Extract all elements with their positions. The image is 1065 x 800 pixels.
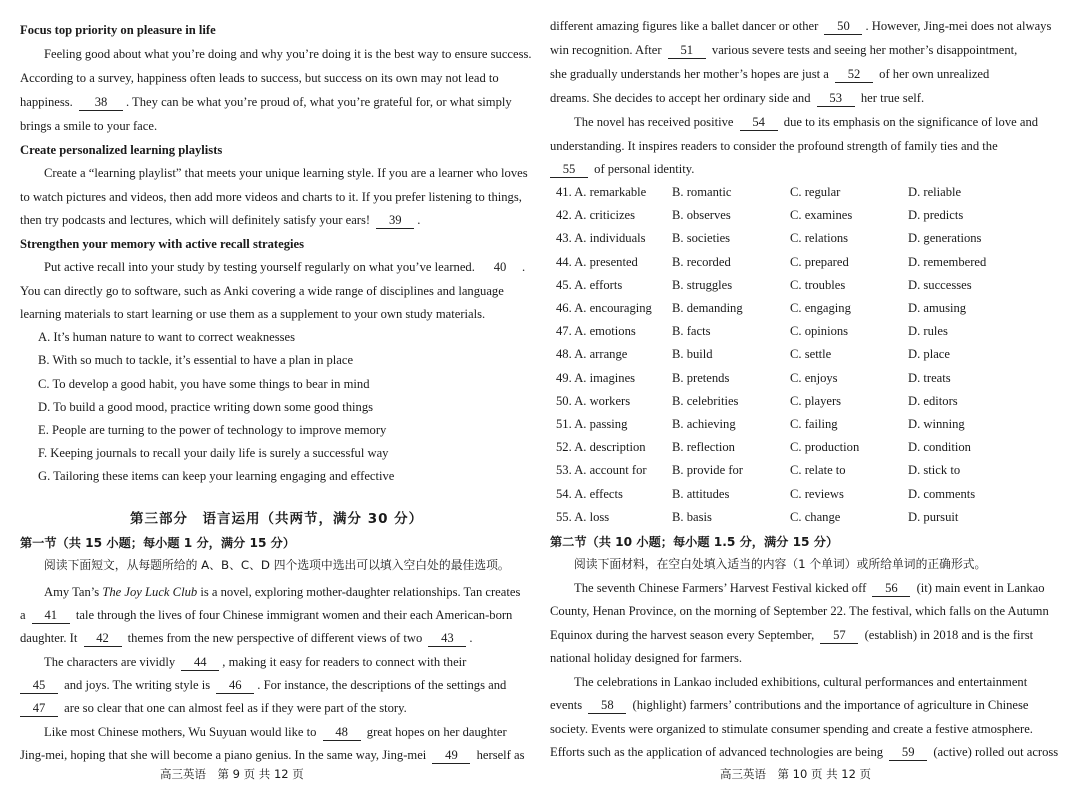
text: is a novel, exploring mother-daughter relationships. Tan creates	[200, 585, 521, 599]
choice-option-b[interactable]: B. achieving	[672, 417, 736, 431]
blank-53[interactable]: 53	[817, 90, 855, 107]
blank-44[interactable]: 44	[181, 654, 219, 671]
blank-43[interactable]: 43	[428, 630, 466, 647]
choice-option-d[interactable]: D. remembered	[908, 254, 987, 269]
choice-option-c[interactable]: C. production	[790, 440, 860, 455]
text: her true self.	[860, 91, 925, 105]
paragraph-line: brings a smile to your face.	[20, 119, 158, 133]
choice-option-a[interactable]: 41. A. remarkable	[556, 185, 647, 199]
paragraph-line	[550, 18, 1051, 35]
choice-option-b[interactable]: B. recorded	[672, 254, 731, 269]
text: and joys. The writing style is	[64, 678, 211, 692]
option-b: B. With so much to tackle, it’s essential to have a plan in place	[38, 353, 354, 367]
text: win recognition. After	[550, 43, 662, 57]
choice-option-c[interactable]: C. change	[790, 509, 841, 524]
text: a	[20, 608, 26, 622]
text: great hopes on her daughter	[366, 725, 507, 739]
text: she gradually understands her mother’s hopes are just a	[550, 67, 829, 81]
choice-row	[550, 439, 1045, 455]
choice-row	[550, 277, 1045, 293]
blank-47[interactable]: 47	[20, 700, 58, 717]
choice-option-c[interactable]: C. prepared	[790, 254, 849, 269]
text: happiness.	[20, 95, 73, 109]
choice-option-c[interactable]: C. relations	[790, 231, 849, 246]
blank-48[interactable]: 48	[323, 724, 361, 741]
text: themes from the new perspective of different views of two	[127, 631, 423, 645]
paragraph-line: to watch pictures and videos, then add more videos and charts to it. If you prefer listening to things,	[20, 190, 522, 204]
heading-recall: Strengthen your memory with active recall strategies	[20, 237, 304, 251]
choice-row	[550, 207, 1045, 223]
text: of personal identity.	[594, 162, 695, 176]
page-footer-right: 高三英语 第 10 页 共 12 页	[720, 767, 872, 781]
text: Like most Chinese mothers, Wu Suyuan would like to	[44, 725, 317, 739]
paragraph-line	[550, 627, 1033, 644]
choice-option-d[interactable]: D. treats	[908, 370, 951, 385]
choice-row	[550, 184, 1045, 200]
choice-row	[550, 323, 1045, 339]
choice-option-a[interactable]: 43. A. individuals	[556, 231, 646, 246]
option-e: E. People are turning to the power of technology to improve memory	[38, 423, 387, 437]
text: Equinox during the harvest season every September,	[550, 628, 815, 642]
text: herself as	[476, 748, 525, 762]
text: The novel has received positive	[574, 115, 734, 129]
choice-option-b[interactable]: B. struggles	[672, 277, 733, 292]
choice-option-d[interactable]: D. winning	[908, 417, 965, 431]
blank-46[interactable]: 46	[216, 677, 254, 694]
choice-row	[550, 254, 1045, 270]
choice-option-c[interactable]: C. enjoys	[790, 370, 838, 385]
option-f: F. Keeping journals to recall your daily life is surely a successful way	[38, 446, 389, 460]
blank-54[interactable]: 54	[740, 114, 778, 131]
text: (highlight) farmers’ contributions and the importance of agriculture in Chinese	[632, 698, 1029, 712]
blank-57[interactable]: 57	[820, 627, 858, 644]
paragraph-line	[20, 584, 520, 600]
blank-59[interactable]: 59	[889, 744, 927, 761]
choice-option-a[interactable]: 42. A. criticizes	[556, 208, 636, 223]
text: . However, Jing-mei does not always	[865, 19, 1052, 33]
text: of her own unrealized	[879, 67, 990, 81]
choice-option-a[interactable]: 54. A. effects	[556, 486, 623, 501]
choice-row	[550, 346, 1045, 362]
choice-option-b[interactable]: B. celebrities	[672, 393, 739, 408]
paragraph-line	[20, 654, 466, 671]
blank-55[interactable]: 55	[550, 161, 588, 178]
page-footer-left: 高三英语 第 9 页 共 12 页	[160, 767, 304, 781]
text: daughter. It	[20, 631, 78, 645]
blank-58[interactable]: 58	[588, 697, 626, 714]
blank-52[interactable]: 52	[835, 66, 873, 83]
paragraph-line	[20, 677, 506, 694]
choice-option-c[interactable]: C. troubles	[790, 277, 846, 292]
choice-option-a[interactable]: 49. A. imagines	[556, 370, 636, 385]
text: Amy Tan’s	[44, 585, 100, 599]
blank-41[interactable]: 41	[32, 607, 70, 624]
paragraph-line	[20, 94, 512, 111]
choice-option-b[interactable]: B. observes	[672, 208, 731, 223]
choice-option-a[interactable]: 50. A. workers	[556, 393, 631, 408]
text: are so clear that one can almost feel as if they were part of the story.	[64, 701, 407, 715]
paragraph-line	[20, 630, 473, 647]
choice-option-b[interactable]: B. build	[672, 347, 713, 362]
section1-instructions: 阅读下面短文，从每题所给的 A、B、C、D 四个选项中选出可以填入空白处的最佳选项。	[44, 558, 510, 572]
text: .	[469, 631, 473, 645]
paragraph-line	[550, 161, 694, 178]
paragraph-line: society. Events were organized to stimulate consumer spending and create a festive atmosphere.	[550, 722, 1033, 736]
choice-option-b[interactable]: B. reflection	[672, 440, 735, 455]
choice-option-a[interactable]: 45. A. efforts	[556, 277, 623, 292]
choice-option-c[interactable]: C. players	[790, 393, 842, 408]
choice-row	[550, 462, 1045, 478]
paragraph-line	[550, 580, 1045, 597]
choice-option-d[interactable]: D. condition	[908, 440, 971, 455]
choice-option-b[interactable]: B. societies	[672, 231, 731, 246]
part3-title: 第三部分 语言运用（共两节，满分 30 分）	[130, 511, 424, 527]
paragraph-line	[550, 66, 989, 83]
choice-option-a[interactable]: 53. A. account for	[556, 463, 647, 478]
blank-50[interactable]: 50	[824, 18, 862, 35]
option-d: D. To build a good mood, practice writing down some good things	[38, 400, 374, 414]
text: .	[522, 260, 526, 274]
blank-38[interactable]: 38	[79, 94, 123, 111]
answer-choices	[550, 184, 1045, 534]
paragraph-line	[20, 724, 507, 741]
paragraph-line: County, Henan Province, on the morning of September 22. The festival, which falls on the Autumn	[550, 604, 1049, 618]
choice-row	[550, 393, 1045, 409]
paragraph-line	[550, 697, 1029, 714]
paragraph-line	[20, 212, 420, 229]
paragraph-line	[20, 259, 525, 276]
paragraph-line	[20, 700, 407, 717]
text: . For instance, the descriptions of the settings and	[257, 678, 507, 692]
text: (it) main event in Lankao	[916, 581, 1045, 595]
text: The seventh Chinese Farmers’ Harvest Festival kicked off	[574, 581, 867, 595]
text: tale through the lives of four Chinese immigrant women and their each American-born	[75, 608, 513, 622]
text: dreams. She decides to accept her ordinary side and	[550, 91, 811, 105]
choice-option-c[interactable]: C. regular	[790, 185, 841, 199]
choice-option-d[interactable]: D. reliable	[908, 185, 962, 199]
text: Jing-mei, hoping that she will become a piano genius. In the same way, Jing-mei	[20, 748, 427, 762]
choice-row	[550, 300, 1045, 316]
heading-playlists: Create personalized learning playlists	[20, 143, 223, 157]
choice-option-d[interactable]: D. comments	[908, 486, 976, 501]
blank-42[interactable]: 42	[84, 630, 122, 647]
text: events	[550, 698, 583, 712]
blank-40[interactable]: 40	[493, 260, 507, 274]
choice-option-d[interactable]: D. editors	[908, 393, 958, 408]
text: Efforts such as the application of advanced technologies are being	[550, 745, 884, 759]
heading-pleasure: Focus top priority on pleasure in life	[20, 23, 216, 37]
choice-option-b[interactable]: B. pretends	[672, 370, 730, 385]
text: .	[417, 213, 421, 227]
choice-option-b[interactable]: B. romantic	[672, 185, 732, 199]
paragraph-line	[20, 747, 525, 764]
choice-option-a[interactable]: 55. A. loss	[556, 509, 610, 524]
choice-option-d[interactable]: D. rules	[908, 324, 948, 339]
choice-option-d[interactable]: D. predicts	[908, 208, 964, 223]
choice-row	[550, 416, 1045, 432]
paragraph-line	[20, 607, 512, 624]
text: (establish) in 2018 and is the first	[864, 628, 1034, 642]
option-a: A. It’s human nature to want to correct weaknesses	[38, 330, 296, 344]
choice-option-b[interactable]: B. provide for	[672, 463, 743, 478]
choice-option-a[interactable]: 47. A. emotions	[556, 324, 636, 339]
choice-option-d[interactable]: D. generations	[908, 231, 982, 246]
choice-option-b[interactable]: B. demanding	[672, 301, 743, 315]
choice-option-d[interactable]: D. successes	[908, 277, 972, 292]
choice-option-c[interactable]: C. failing	[790, 417, 838, 431]
choice-option-c[interactable]: C. relate to	[790, 463, 846, 478]
blank-56[interactable]: 56	[872, 580, 910, 597]
text: The characters are vividly	[44, 655, 176, 669]
choice-option-c[interactable]: C. engaging	[790, 301, 851, 315]
choice-option-d[interactable]: D. stick to	[908, 463, 961, 478]
choice-row	[550, 370, 1045, 386]
paragraph-line	[550, 42, 1017, 59]
text: various severe tests and seeing her mother’s disappointment,	[711, 43, 1018, 57]
text: different amazing figures like a ballet dancer or other	[550, 19, 819, 33]
paragraph-line: national holiday designed for farmers.	[550, 651, 742, 665]
paragraph-line	[550, 90, 924, 107]
choice-option-a[interactable]: 46. A. encouraging	[556, 301, 652, 315]
text: (active) rolled out across	[933, 745, 1059, 759]
choice-option-b[interactable]: B. attitudes	[672, 486, 730, 501]
book-title: The Joy Luck Club	[102, 585, 198, 599]
section2-instructions: 阅读下面材料，在空白处填入适当的内容（1 个单词）或所给单词的正确形式。	[574, 557, 987, 571]
choice-option-c[interactable]: C. reviews	[790, 486, 844, 501]
choice-option-c[interactable]: C. settle	[790, 347, 832, 362]
section1-title: 第一节（共 15 小题；每小题 1 分，满分 15 分）	[20, 536, 296, 550]
choice-option-d[interactable]: D. place	[908, 347, 950, 362]
choice-option-b[interactable]: B. basis	[672, 509, 712, 524]
choice-option-c[interactable]: C. opinions	[790, 324, 849, 339]
option-g: G. Tailoring these items can keep your learning engaging and effective	[38, 469, 395, 483]
paragraph-line: learning materials to start learning or use them as a supplement to your own study materials.	[20, 307, 486, 321]
section2-title: 第二节（共 10 小题；每小题 1.5 分，满分 15 分）	[550, 535, 839, 549]
choice-option-a[interactable]: 52. A. description	[556, 440, 646, 455]
text: , making it easy for readers to connect with their	[222, 655, 467, 669]
paragraph-line: Feeling good about what you’re doing and why you’re doing it is the best way to ensure success.	[44, 47, 532, 61]
blank-45[interactable]: 45	[20, 677, 58, 694]
text: then try podcasts and lectures, which will definitely satisfy your ears!	[20, 213, 371, 227]
choice-option-d[interactable]: D. pursuit	[908, 509, 959, 524]
choice-option-a[interactable]: 44. A. presented	[556, 254, 638, 269]
choice-option-b[interactable]: B. facts	[672, 324, 711, 339]
option-c: C. To develop a good habit, you have some things to bear in mind	[38, 377, 370, 391]
choice-row	[550, 486, 1045, 502]
paragraph-line	[550, 744, 1058, 761]
paragraph-line	[550, 114, 1038, 131]
text: Put active recall into your study by testing yourself regularly on what you’ve learned.	[44, 260, 475, 274]
paragraph-line: According to a survey, happiness often leads to success, but success on its own may not lead to	[20, 71, 499, 85]
paragraph-line: The celebrations in Lankao included exhibitions, cultural performances and entertainment	[574, 675, 1028, 689]
choice-option-a[interactable]: 51. A. passing	[556, 417, 628, 431]
paragraph-line: You can directly go to software, such as Anki covering a wide range of disciplines and language	[20, 284, 504, 298]
choice-option-d[interactable]: D. amusing	[908, 301, 967, 315]
blank-49[interactable]: 49	[432, 747, 470, 764]
blank-39[interactable]: 39	[376, 212, 414, 229]
choice-option-a[interactable]: 48. A. arrange	[556, 347, 628, 362]
choice-row	[550, 230, 1045, 246]
blank-51[interactable]: 51	[668, 42, 706, 59]
text: . They can be what you’re proud of, what you’re grateful for, or what simply	[125, 95, 512, 109]
choice-row	[550, 509, 1045, 525]
choice-option-c[interactable]: C. examines	[790, 208, 853, 223]
paragraph-line: Create a “learning playlist” that meets your unique learning style. If you are a learner who loves	[44, 166, 528, 180]
paragraph-line: understanding. It inspires readers to consider the profound strength of family ties and the	[550, 139, 998, 153]
text: due to its emphasis on the significance of love and	[783, 115, 1039, 129]
